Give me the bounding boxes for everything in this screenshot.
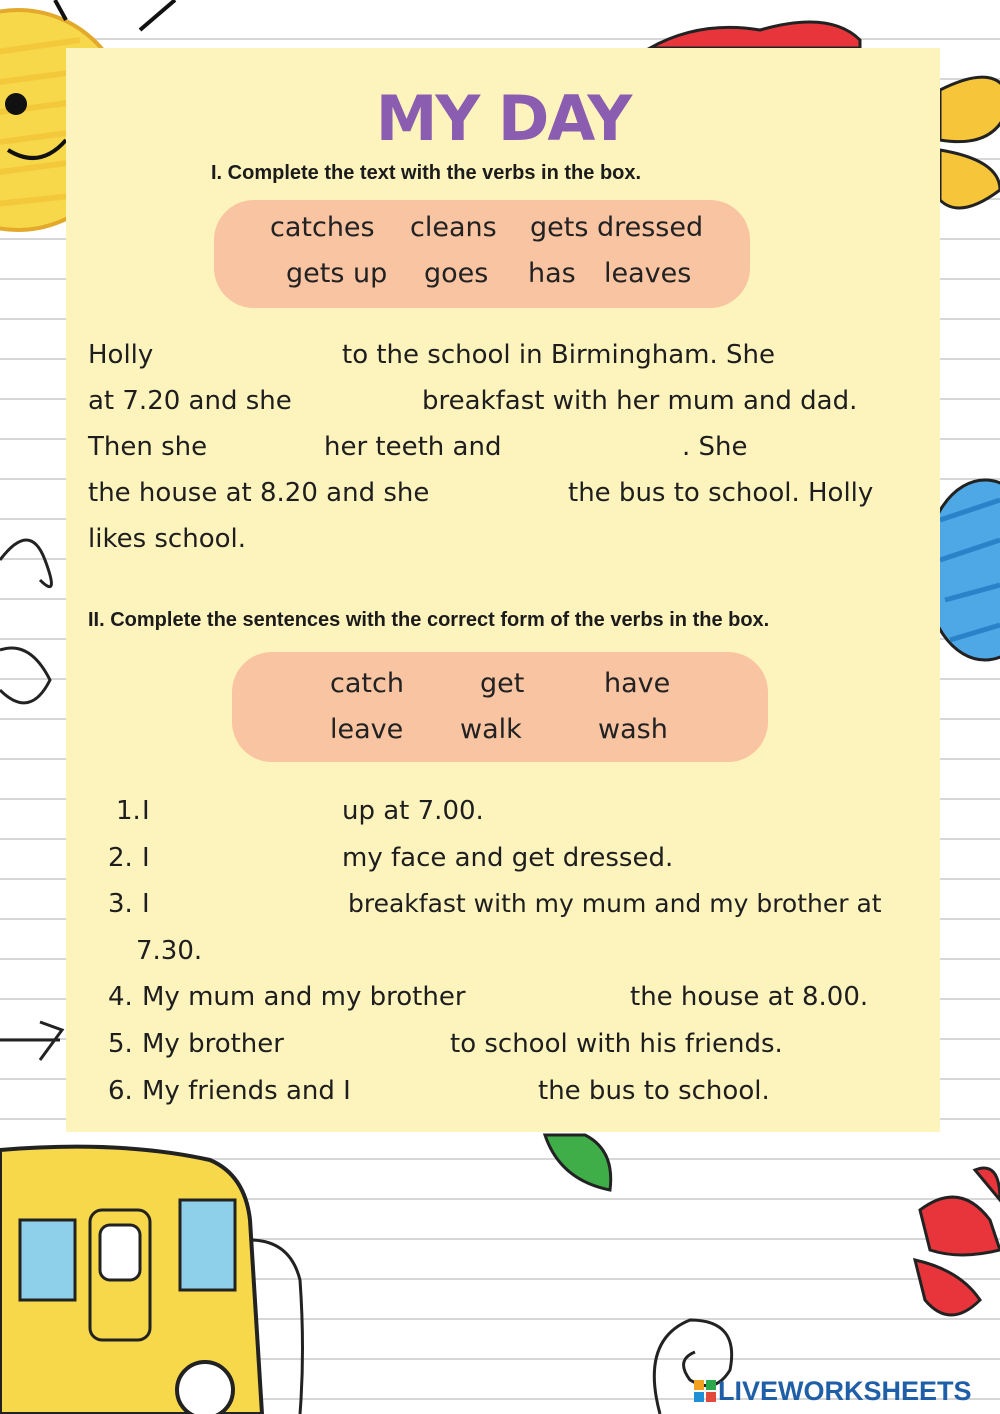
word-box-1-item: gets up [286,258,388,289]
red-flower-doodle [915,1168,1000,1315]
paragraph-text: Then she [88,432,208,462]
list-item-number: 1. [116,796,141,826]
leaf-doodle [545,1135,611,1190]
word-box-1 [214,200,750,308]
list-item-text: my face and get dressed. [342,843,674,873]
list-item-text: My brother [142,1029,284,1059]
word-box-2-item: walk [460,714,522,745]
list-item-text: My mum and my brother [142,982,466,1012]
scribble-doodles [0,540,62,1060]
paragraph-text: her teeth and [324,432,502,462]
liveworksheets-logo [694,1376,972,1406]
instruction-2: II. Complete the sentences with the correct form of the verbs in the box. [88,609,770,631]
logo-mark-icon [694,1380,716,1402]
list-item-text: to school with his friends. [450,1029,783,1059]
paragraph-text: . She [682,432,748,462]
list-item-number: 3. [108,889,133,919]
instruction-1: I. Complete the text with the verbs in the box. [211,162,642,184]
word-box-1-item: leaves [604,258,692,289]
list-item-text: I [142,796,150,826]
word-box-1-item: gets dressed [530,212,704,243]
school-bus-doodle [0,1147,303,1414]
worksheet-card [66,48,940,1132]
list-item-text: breakfast with my mum and my brother at [348,889,882,918]
list-item-number: 2. [108,843,133,873]
paragraph-text: Holly [88,340,154,370]
paragraph-text: at 7.20 and she [88,386,292,416]
word-box-2-item: catch [330,668,404,699]
list-item-text: 7.30. [136,936,203,966]
list-item-text: I [142,889,150,919]
watermark-text: LIVEWORKSHEETS [718,1375,972,1406]
list-item-number: 6. [108,1076,133,1106]
word-box-1-item: goes [424,258,489,289]
page-title: MY DAY [375,82,631,155]
word-box-1-item: catches [270,212,375,243]
list-item-number: 4. [108,982,133,1012]
word-box-2-item: leave [330,714,404,745]
list-item-text: My friends and I [142,1076,351,1106]
paragraph-text: the house at 8.20 and she [88,478,430,508]
word-box-2-item: get [480,668,525,699]
list-item-text: the house at 8.00. [630,982,869,1012]
list-item-number: 5. [108,1029,133,1059]
paragraph-text: likes school. [88,524,247,554]
word-box-2 [232,652,768,762]
list-item-text: the bus to school. [538,1076,770,1106]
word-box-2-item: have [604,668,671,699]
paragraph-text: the bus to school. Holly [568,478,874,508]
word-box-1-item: cleans [410,212,497,243]
list-item-text: up at 7.00. [342,796,484,826]
paragraph-text: breakfast with her mum and dad. [422,386,858,416]
list-item-text: I [142,843,150,873]
paragraph-text: to the school in Birmingham. She [342,340,775,370]
word-box-1-item: has [528,258,576,289]
word-box-2-item: wash [598,714,668,745]
